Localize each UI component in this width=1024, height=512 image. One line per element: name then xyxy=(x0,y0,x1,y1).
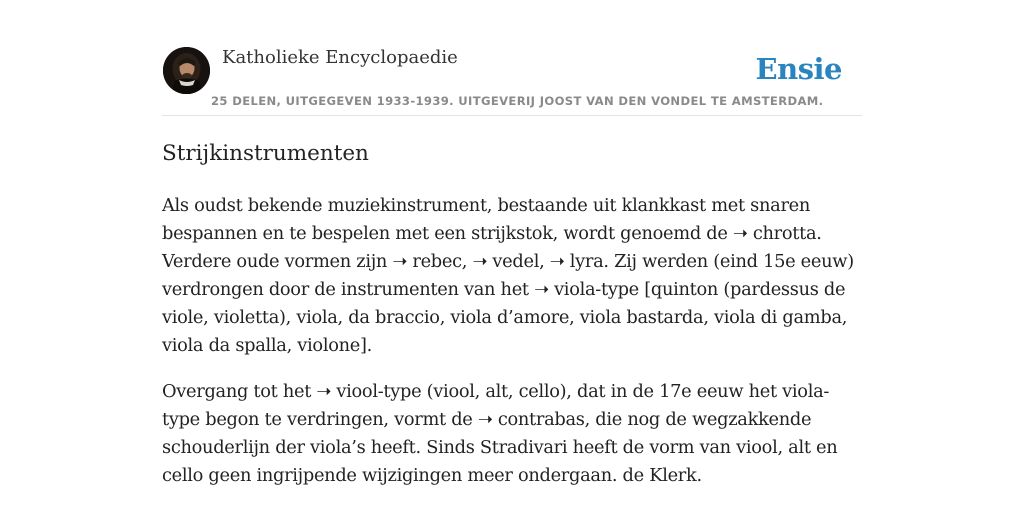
header-divider xyxy=(162,115,862,116)
portrait-avatar-icon xyxy=(163,47,210,94)
paragraph-2 xyxy=(162,378,862,490)
text-line: Overgang tot het ➝ viool-type (viool, alt, cello), dat in de 17e eeuw het viola- xyxy=(162,381,830,402)
entry-body xyxy=(162,192,862,508)
publication-avatar[interactable] xyxy=(163,47,210,94)
text-line: cello geen ingrijpende wijzigingen meer ondergaan. de Klerk. xyxy=(162,465,702,486)
text-line: Verdere oude vormen zijn ➝ rebec, ➝ vedel, ➝ lyra. Zij werden (eind 15e eeuw) xyxy=(162,251,854,272)
source-subtitle: 25 DELEN, UITGEGEVEN 1933-1939. UITGEVERIJ JOOST VAN DEN VONDEL TE AMSTERDAM. xyxy=(211,94,824,108)
brand-logo[interactable]: Ensie xyxy=(755,52,842,86)
entry-title: Strijkinstrumenten xyxy=(162,141,369,166)
text-line: schouderlijn der viola’s heeft. Sinds Stradivari heeft de vorm van viool, alt en xyxy=(162,437,838,458)
text-line: viola da spalla, violone]. xyxy=(162,335,372,356)
text-line: viole, violetta), viola, da braccio, viola d’amore, viola bastarda, viola di gamba, xyxy=(162,307,848,328)
text-line: type begon te verdringen, vormt de ➝ contrabas, die nog de wegzakkende xyxy=(162,409,812,430)
text-line: Als oudst bekende muziekinstrument, bestaande uit klankkast met snaren xyxy=(162,195,811,216)
source-title[interactable]: Katholieke Encyclopaedie xyxy=(222,47,458,68)
paragraph-1 xyxy=(162,192,862,360)
text-line: verdrongen door de instrumenten van het ➝ viola-type [quinton (pardessus de xyxy=(162,279,846,300)
text-line: bespannen en te bespelen met een strijkstok, wordt genoemd de ➝ chrotta. xyxy=(162,223,822,244)
